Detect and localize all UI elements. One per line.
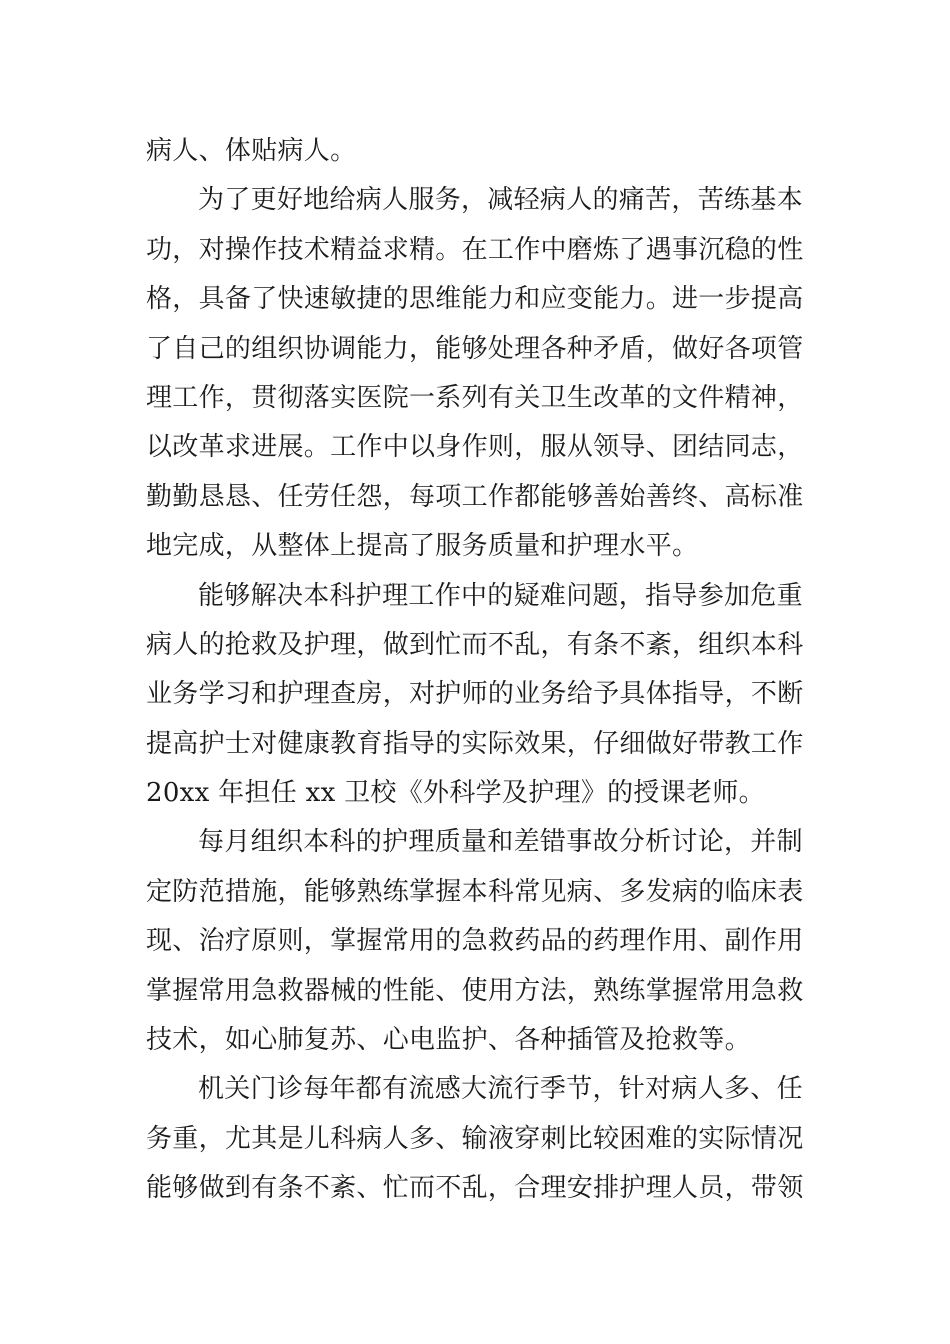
paragraph bbox=[146, 572, 808, 819]
text-line: 技术，如心肺复苏、心电监护、各种插管及抢救等。 bbox=[146, 1025, 751, 1056]
paragraph bbox=[146, 818, 808, 1065]
text-line: 病人、体贴病人。 bbox=[146, 136, 357, 166]
text-line: 每月组织本科的护理质量和差错事故分析讨论，并制 bbox=[198, 827, 803, 858]
text-line: 务重，尤其是儿科病人多、输液穿刺比较困难的实际情况 bbox=[146, 1123, 804, 1154]
text-line: 为了更好地给病人服务，减轻病人的痛苦，苦练基本 bbox=[198, 185, 803, 216]
text-line: 勤勤恳恳、任劳任怨，每项工作都能够善始善终、高标准 bbox=[146, 481, 804, 512]
text-line: 掌握常用急救器械的性能、使用方法，熟练掌握常用急救 bbox=[146, 975, 804, 1006]
text-line: 格，具备了快速敏捷的思维能力和应变能力。进一步提高 bbox=[146, 284, 804, 315]
text-line: 提高护士对健康教育指导的实际效果，仔细做好带教工作 bbox=[146, 728, 804, 759]
text-line: 现、治疗原则，掌握常用的急救药品的药理作用、副作用 bbox=[146, 926, 804, 957]
paragraph bbox=[146, 1065, 808, 1213]
text-line: 能够解决本科护理工作中的疑难问题，指导参加危重 bbox=[198, 580, 803, 611]
text-line: 理工作，贯彻落实医院一系列有关卫生改革的文件精神， bbox=[146, 382, 804, 413]
text-line: 病人的抢救及护理，做到忙而不乱，有条不紊，组织本科 bbox=[146, 629, 804, 660]
text-line: 定防范措施，能够熟练掌握本科常见病、多发病的临床表 bbox=[146, 876, 804, 907]
text-line: 地完成，从整体上提高了服务质量和护理水平。 bbox=[146, 531, 699, 562]
paragraph bbox=[146, 176, 808, 571]
text-line: 了自己的组织协调能力，能够处理各种矛盾，做好各项管 bbox=[146, 333, 804, 364]
text-line: 机关门诊每年都有流感大流行季节，针对病人多、任 bbox=[198, 1074, 803, 1105]
text-line: 以改革求进展。工作中以身作则，服从领导、团结同志， bbox=[146, 432, 804, 463]
text-line: 功，对操作技术精益求精。在工作中磨炼了遇事沉稳的性 bbox=[146, 234, 804, 265]
text-line: 业务学习和护理查房，对护师的业务给予具体指导，不断 bbox=[146, 679, 804, 710]
text-line: 能够做到有条不紊、忙而不乱，合理安排护理人员，带领 bbox=[146, 1173, 804, 1204]
paragraph bbox=[146, 127, 808, 176]
text-line: 20xx 年担任 xx 卫校《外科学及护理》的授课老师。 bbox=[146, 778, 765, 809]
body-text bbox=[146, 127, 808, 1214]
